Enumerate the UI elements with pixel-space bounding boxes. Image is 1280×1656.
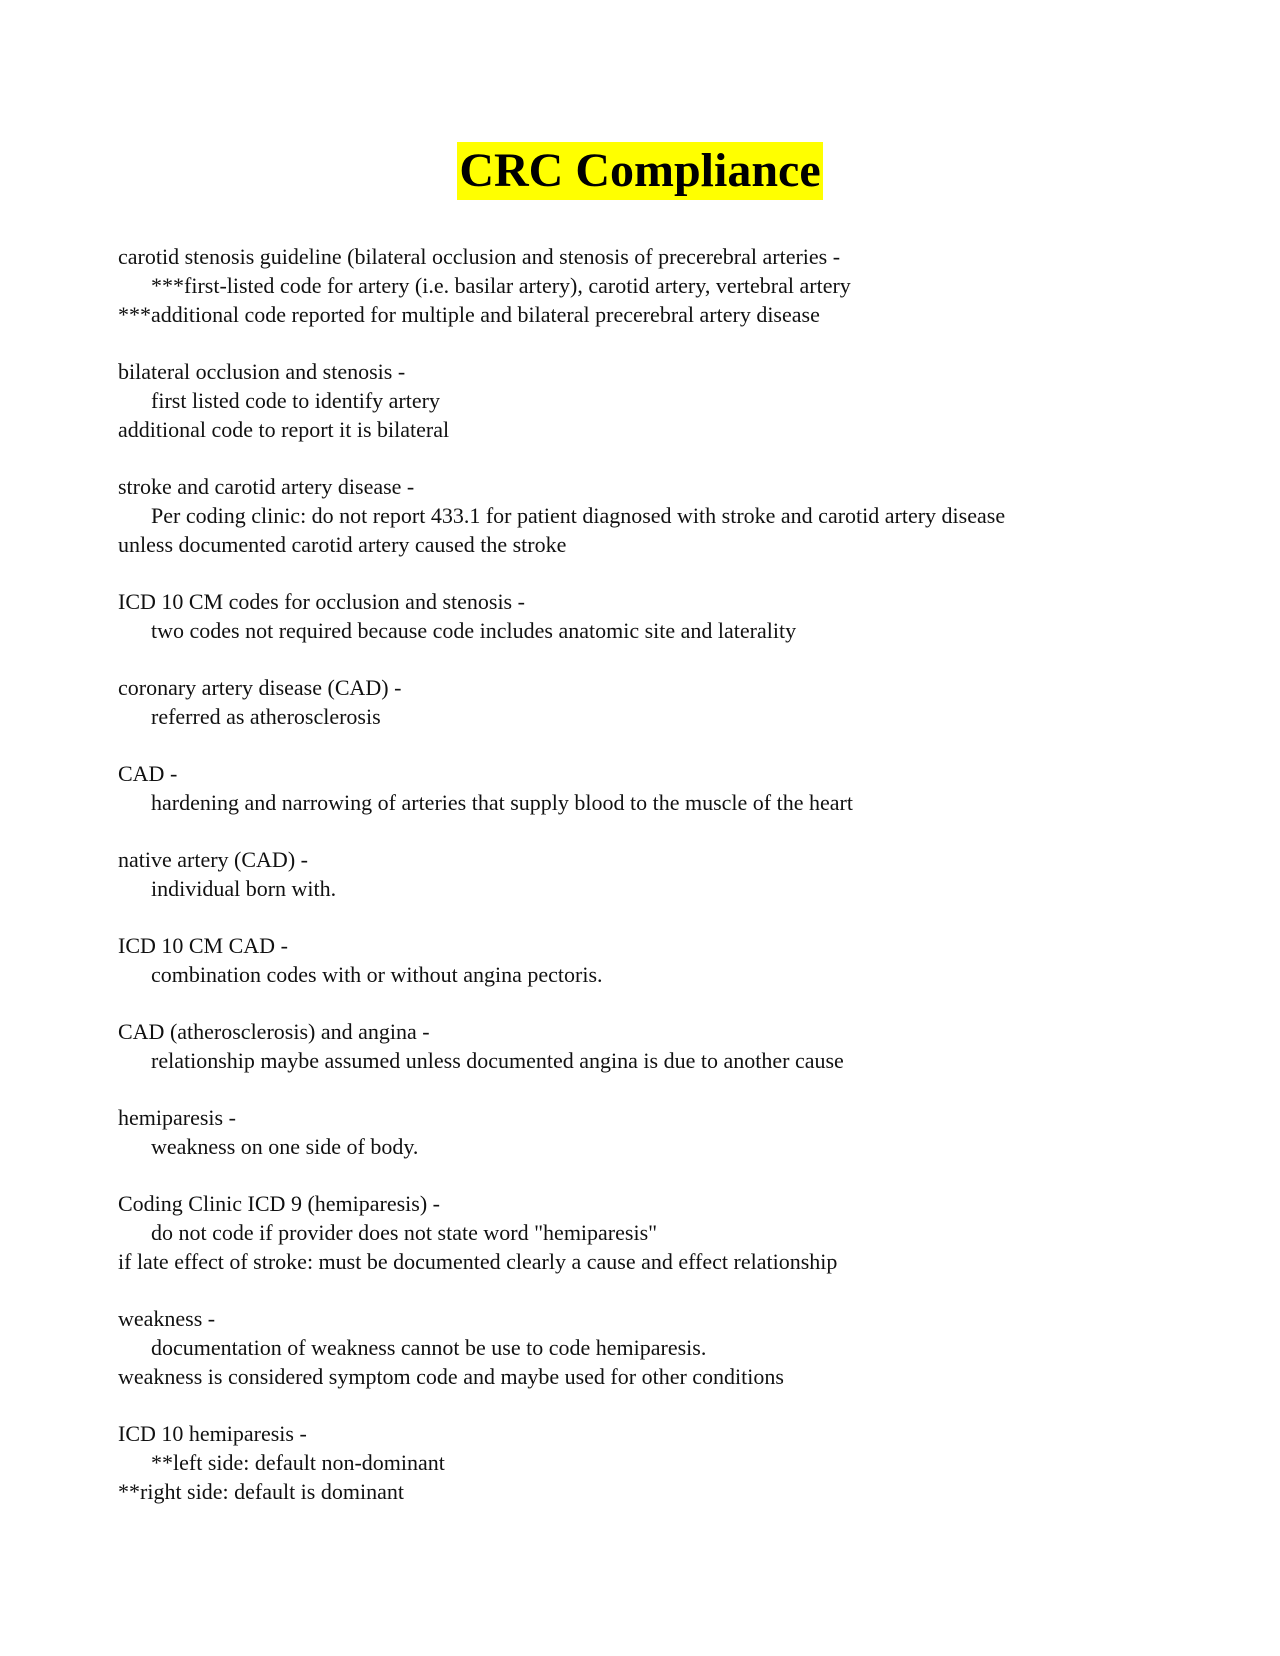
entry-term: ICD 10 CM CAD - — [118, 933, 288, 958]
entry-term: weakness - — [118, 1306, 216, 1331]
page-title: CRC Compliance — [457, 142, 822, 200]
entry-definition-continuation: unless documented carotid artery caused the stroke — [118, 532, 567, 557]
entry-definition: do not code if provider does not state word "hemiparesis" — [151, 1220, 658, 1245]
entry-term: ICD 10 CM codes for occlusion and stenosis - — [118, 589, 525, 614]
flashcard-entry — [118, 845, 1178, 903]
flashcard-entry — [118, 357, 1178, 444]
flashcard-entry — [118, 1189, 1178, 1276]
flashcard-entry — [118, 472, 1178, 559]
entry-term: Coding Clinic ICD 9 (hemiparesis) - — [118, 1191, 441, 1216]
entry-definition: referred as atherosclerosis — [151, 704, 381, 729]
entry-definition-continuation: additional code to report it is bilateral — [118, 417, 450, 442]
entry-term: bilateral occlusion and stenosis - — [118, 359, 406, 384]
entry-term: ICD 10 hemiparesis - — [118, 1421, 307, 1446]
entry-term: coronary artery disease (CAD) - — [118, 675, 402, 700]
entry-definition: **left side: default non-dominant — [151, 1450, 445, 1475]
entry-definition-continuation: **right side: default is dominant — [118, 1479, 404, 1504]
flashcard-entry — [118, 1419, 1178, 1506]
flashcard-list — [118, 242, 1178, 1534]
entry-definition: combination codes with or without angina pectoris. — [151, 962, 603, 987]
flashcard-entry — [118, 1304, 1178, 1391]
flashcard-entry — [118, 1103, 1178, 1161]
entry-definition: first listed code to identify artery — [151, 388, 440, 413]
flashcard-entry — [118, 1017, 1178, 1075]
entry-term: carotid stenosis guideline (bilateral occlusion and stenosis of precerebral arteries - — [118, 244, 841, 269]
flashcard-entry — [118, 242, 1178, 329]
flashcard-entry — [118, 673, 1178, 731]
entry-term: CAD - — [118, 761, 178, 786]
flashcard-entry — [118, 759, 1178, 817]
entry-term: hemiparesis - — [118, 1105, 236, 1130]
entry-definition: documentation of weakness cannot be use to code hemiparesis. — [151, 1335, 707, 1360]
entry-definition: weakness on one side of body. — [151, 1134, 419, 1159]
flashcard-entry — [118, 931, 1178, 989]
entry-definition: relationship maybe assumed unless documented angina is due to another cause — [151, 1048, 844, 1073]
entry-term: stroke and carotid artery disease - — [118, 474, 415, 499]
entry-definition-continuation: if late effect of stroke: must be documented clearly a cause and effect relationship — [118, 1249, 838, 1274]
entry-definition-continuation: weakness is considered symptom code and maybe used for other conditions — [118, 1364, 784, 1389]
entry-definition: Per coding clinic: do not report 433.1 for patient diagnosed with stroke and carotid artery disease — [151, 503, 1006, 528]
title-container — [0, 142, 1280, 200]
entry-term: native artery (CAD) - — [118, 847, 308, 872]
entry-definition: ***first-listed code for artery (i.e. basilar artery), carotid artery, vertebral artery — [151, 273, 851, 298]
entry-definition-continuation: ***additional code reported for multiple and bilateral precerebral artery disease — [118, 302, 820, 327]
entry-term: CAD (atherosclerosis) and angina - — [118, 1019, 430, 1044]
flashcard-entry — [118, 587, 1178, 645]
entry-definition: individual born with. — [151, 876, 337, 901]
entry-definition: hardening and narrowing of arteries that supply blood to the muscle of the heart — [151, 790, 853, 815]
entry-definition: two codes not required because code includes anatomic site and laterality — [151, 618, 797, 643]
